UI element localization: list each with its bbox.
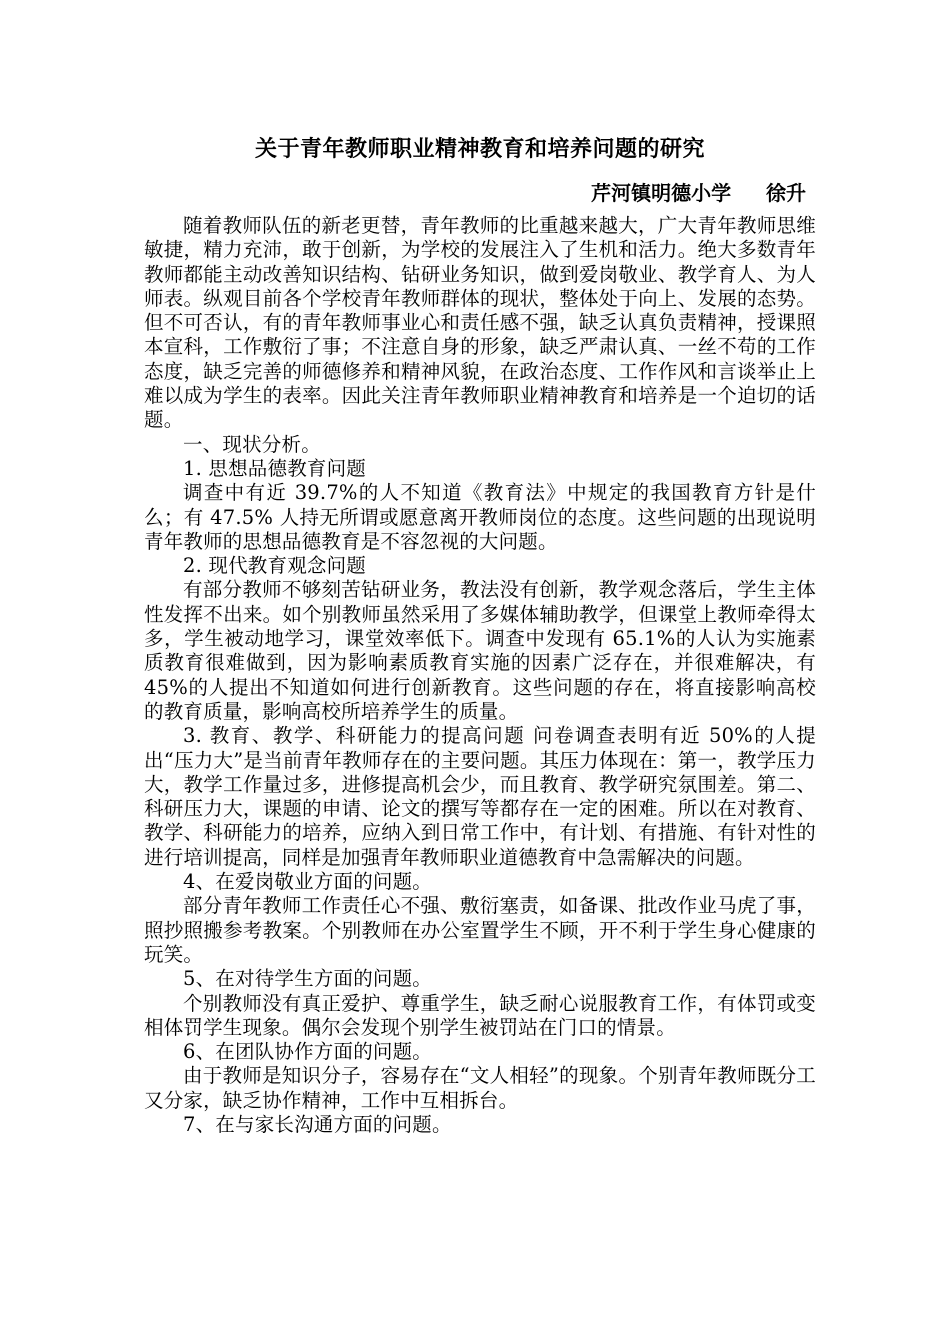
document-title: 关于青年教师职业精神教育和培养问题的研究	[254, 137, 705, 162]
subheading-parent-communication: 7、在与家长沟通方面的问题。	[183, 1112, 452, 1136]
author-line: 芹河镇明德小学 徐升	[591, 181, 806, 205]
paragraph-research-ability: 3. 教育、教学、科研能力的提高问题 问卷调查表明有近 50%的人提出“压力大”是当前青年教师存在的主要问题。其压力体现在：第一，教学压力大，教学工作量过多，进修提高机会少，而且教育、教学研究氛围差。第二、科研压力大，课题的申请、论文的撰写等都存在一定的困难。所以在对教育、教学、科研能力的培养，应纳入到日常工作中，有计划、有措施、有针对性的进行培训提高，同样是加强青年教师职业道德教育中急需解决的问题。	[144, 724, 816, 869]
paragraph-dedication: 部分青年教师工作责任心不强、敷衍塞责，如备课、批改作业马虎了事，照抄照搬参考教案。个别教师在办公室置学生不顾，开不利于学生身心健康的玩笑。	[144, 894, 816, 966]
subheading-modern-concepts: 2. 现代教育观念问题	[183, 554, 367, 578]
section-heading-analysis: 一、现状分析。	[183, 432, 321, 456]
paragraph-teamwork: 由于教师是知识分子，容易存在“文人相轻”的现象。个别青年教师既分工又分家，缺乏协作精神，工作中互相拆台。	[144, 1064, 816, 1112]
paragraph-modern-concepts: 有部分教师不够刻苦钻研业务，教法没有创新，教学观念落后，学生主体性发挥不出来。如个别教师虽然采用了多媒体辅助教学，但课堂上教师牵得太多，学生被动地学习，课堂效率低下。调查中发现有 65.1%的人认为实施素质教育很难做到，因为影响素质教育实施的因素广泛存在，并很难解决，有 45%的人提出不知道如何进行创新教育。这些问题的存在，将直接影响高校的教育质量，影响高校所培养学生的质量。	[144, 578, 816, 723]
paragraph-intro: 随着教师队伍的新老更替，青年教师的比重越来越大，广大青年教师思维敏捷，精力充沛，敢于创新，为学校的发展注入了生机和活力。绝大多数青年教师都能主动改善知识结构、钻研业务知识，做到爱岗敬业、教学育人、为人师表。纵观目前各个学校青年教师群体的现状，整体处于向上、发展的态势。但不可否认，有的青年教师事业心和责任感不强，缺乏认真负责精神，授课照本宣科，工作敷衍了事；不注意自身的形象，缺乏严肃认真、一丝不苟的工作态度，缺乏完善的师德修养和精神风貌，在政治态度、工作作风和言谈举止上难以成为学生的表率。因此关注青年教师职业精神教育和培养是一个迫切的话题。	[144, 214, 816, 432]
paragraph-moral-education: 调查中有近 39.7%的人不知道《教育法》中规定的我国教育方针是什么；有 47.5% 人持无所谓或愿意离开教师岗位的态度。这些问题的出现说明青年教师的思想品德教育是不容忽视的大问题。	[144, 481, 816, 553]
document-page	[144, 130, 816, 1137]
subheading-treating-students: 5、在对待学生方面的问题。	[183, 967, 433, 991]
subheading-teamwork: 6、在团队协作方面的问题。	[183, 1040, 433, 1064]
subheading-dedication: 4、在爱岗敬业方面的问题。	[183, 870, 433, 894]
document-body	[144, 214, 816, 1137]
paragraph-treating-students: 个别教师没有真正爱护、尊重学生，缺乏耐心说服教育工作，有体罚或变相体罚学生现象。偶尔会发现个别学生被罚站在门口的情景。	[144, 991, 816, 1039]
subheading-moral-education: 1. 思想品德教育问题	[183, 456, 367, 480]
